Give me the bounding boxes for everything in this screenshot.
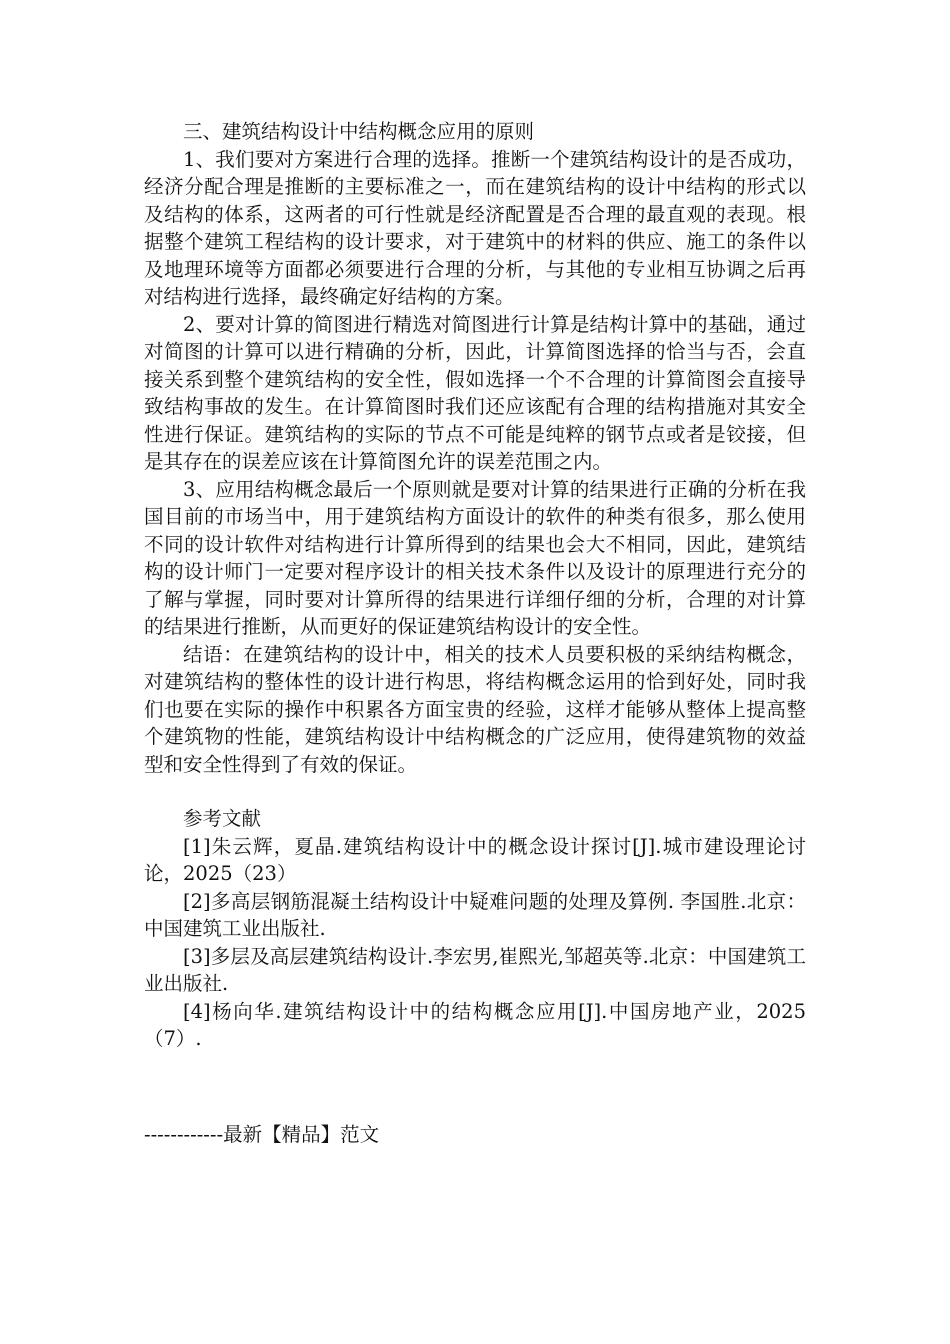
document-body (144, 118, 806, 1053)
footer-tagline: ------------最新【精品】范文 (144, 1123, 380, 1146)
section-heading: 三、建筑结构设计中结构概念应用的原则 (183, 120, 535, 143)
paragraph-principle-3: 3、应用结构概念最后一个原则就是要对计算的结果进行正确的分析在我国目前的市场当中，用于建筑结构方面设计的软件的种类有很多，那么使用不同的设计软件对结构进行计算所得到的结果也会大不相同，因此，建筑结构的设计师门一定要对程序设计的相关技术条件以及设计的原理进行充分的了解与掌握，同时要对计算所得的结果进行详细仔细的分析，合理的对计算的结果进行推断，从而更好的保证建筑结构设计的安全性。 (144, 477, 806, 638)
references-title: 参考文献 (183, 807, 262, 830)
paragraph-principle-1: 1、我们要对方案进行合理的选择。推断一个建筑结构设计的是否成功，经济分配合理是推断的主要标准之一，而在建筑结构的设计中结构的形式以及结构的体系，这两者的可行性就是经济配置是否合理的最直观的表现。根据整个建筑工程结构的设计要求，对于建筑中的材料的供应、施工的条件以及地理环境等方面都必须要进行合理的分析，与其他的专业相互协调之后再对结构进行选择，最终确定好结构的方案。 (144, 147, 806, 308)
reference-item-4: [4]杨向华.建筑结构设计中的结构概念应用[J].中国房地产业，2025（7）. (144, 999, 806, 1050)
reference-item-1: [1]朱云辉，夏晶.建筑结构设计中的概念设计探讨[J].城市建设理论讨论，2025（23） (144, 834, 806, 885)
paragraph-principle-2: 2、要对计算的简图进行精选对简图进行计算是结构计算中的基础，通过对简图的计算可以进行精确的分析，因此，计算简图选择的恰当与否，会直接关系到整个建筑结构的安全性，假如选择一个不合理的计算简图会直接导致结构事故的发生。在计算简图时我们还应该配有合理的结构措施对其安全性进行保证。建筑结构的实际的节点不可能是纯粹的钢节点或者是铰接，但是其存在的误差应该在计算简图允许的误差范围之内。 (144, 312, 806, 473)
spacer (144, 778, 806, 805)
reference-item-3: [3]多层及高层建筑结构设计.李宏男,崔熙光,邹超英等.北京：中国建筑工业出版社. (144, 944, 806, 995)
reference-item-2: [2]多高层钢筋混凝土结构设计中疑难问题的处理及算例. 李国胜.北京：中国建筑工业出版社. (144, 889, 806, 940)
paragraph-conclusion: 结语：在建筑结构的设计中，相关的技术人员要积极的采纳结构概念，对建筑结构的整体性的设计进行构思，将结构概念运用的恰到好处，同时我们也要在实际的操作中积累各方面宝贵的经验，这样才能够从整体上提高整个建筑物的性能，建筑结构设计中结构概念的广泛应用，使得建筑物的效益型和安全性得到了有效的保证。 (144, 642, 806, 776)
